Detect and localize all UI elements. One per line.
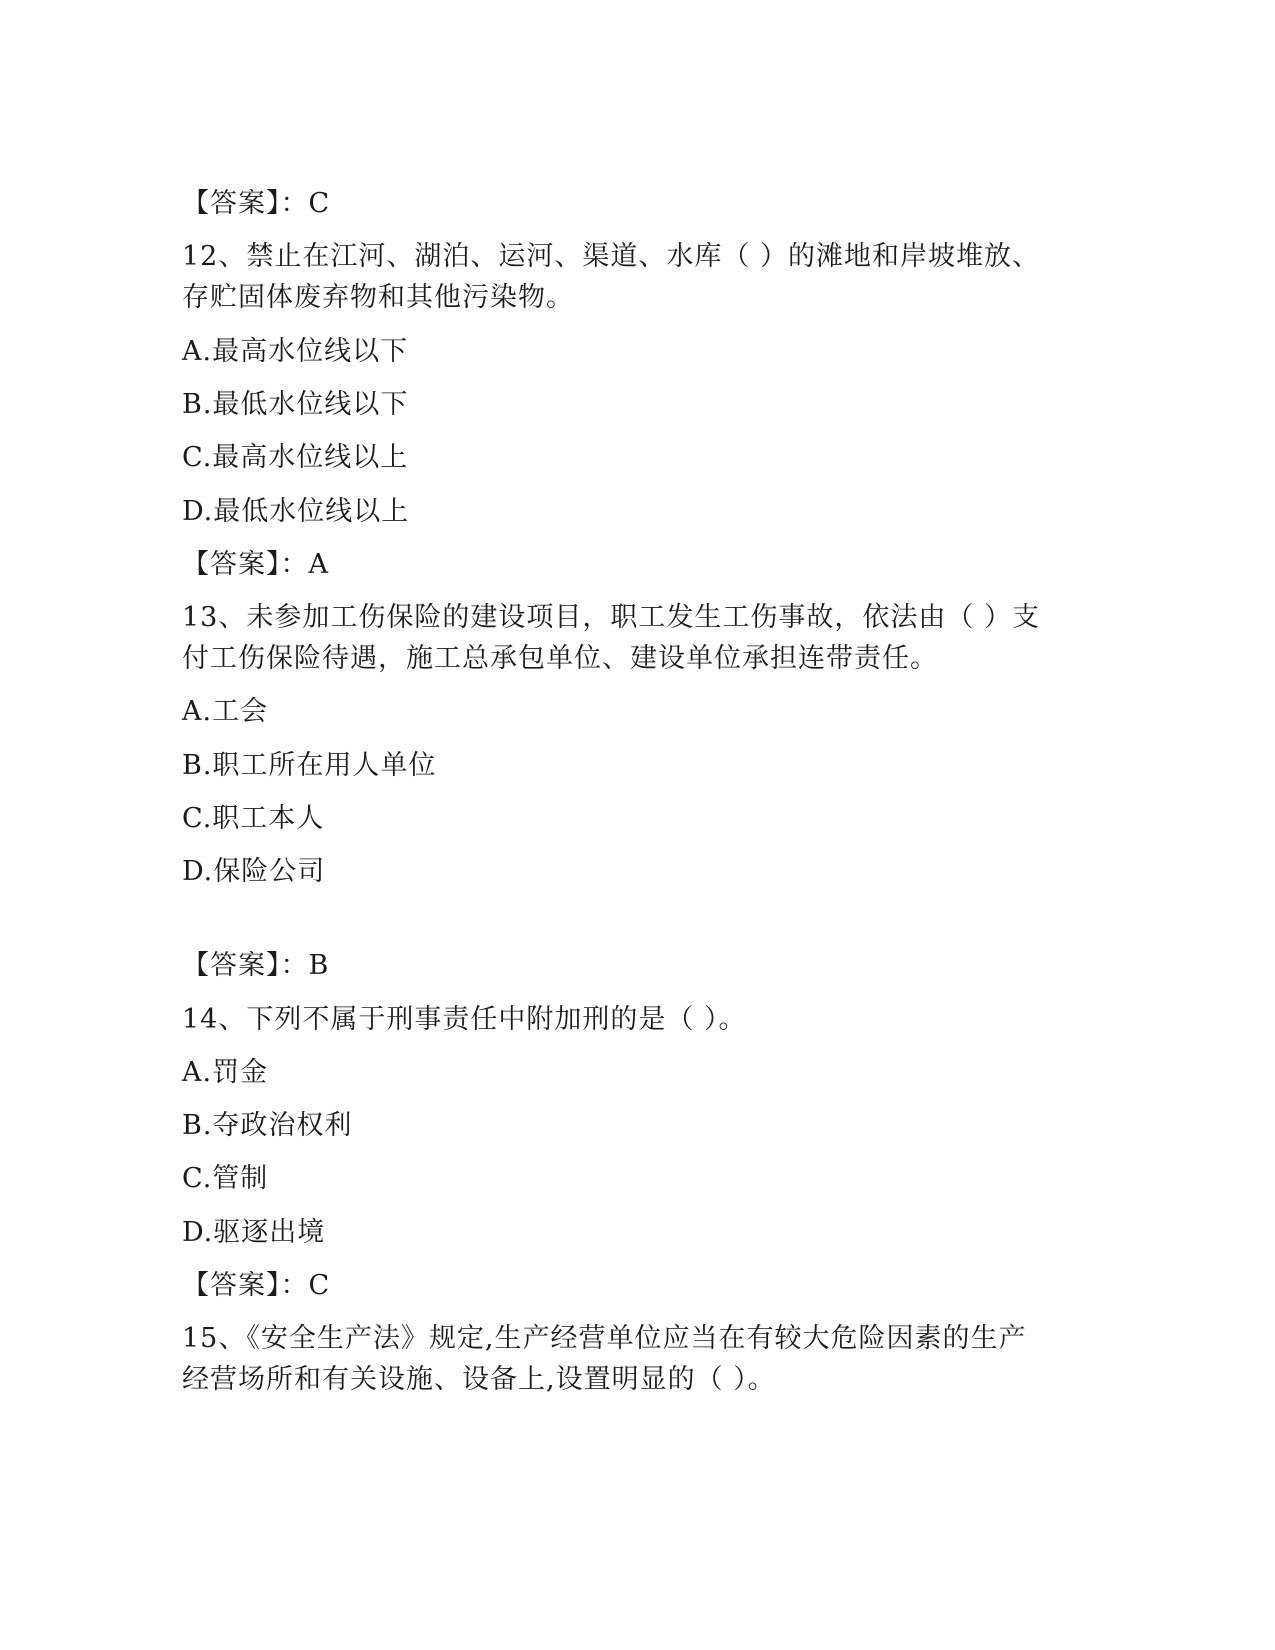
question-13-line-2: 付工伤保险待遇，施工总承包单位、建设单位承担连带责任。 — [182, 643, 938, 674]
answer-line: 【答案】：C — [182, 1270, 331, 1301]
option-line: C.最高水位线以上 — [182, 442, 409, 473]
question-14-line-1: 14、下列不属于刑事责任中附加刑的是（ ）。 — [182, 1004, 747, 1035]
question-13-line-1: 13、未参加工伤保险的建设项目，职工发生工伤事故，依法由（ ）支 — [182, 602, 1040, 633]
option-line: D.驱逐出境 — [182, 1217, 326, 1248]
option-line: A.最高水位线以下 — [182, 336, 409, 367]
answer-line: 【答案】：B — [182, 950, 330, 981]
option-line: C.职工本人 — [182, 803, 325, 834]
option-line: B.职工所在用人单位 — [182, 750, 437, 781]
option-line: C.管制 — [182, 1163, 269, 1194]
question-15-line-1: 15、《安全生产法》规定,生产经营单位应当在有较大危险因素的生产 — [182, 1323, 1027, 1354]
option-line: B.最低水位线以下 — [182, 389, 409, 420]
answer-line: 【答案】：A — [182, 549, 329, 580]
question-12-line-2: 存贮固体废弃物和其他污染物。 — [182, 282, 574, 313]
option-line: D.最低水位线以上 — [182, 496, 410, 527]
answer-line: 【答案】：C — [182, 188, 331, 219]
question-12-line-1: 12、禁止在江河、湖泊、运河、渠道、水库（ ）的滩地和岸坡堆放、 — [182, 241, 1040, 272]
option-line: A.罚金 — [182, 1057, 269, 1088]
option-line: B.夺政治权利 — [182, 1110, 353, 1141]
option-line: D.保险公司 — [182, 856, 326, 887]
option-line: A.工会 — [182, 696, 269, 727]
question-15-line-2: 经营场所和有关设施、设备上,设置明显的（ ）。 — [182, 1364, 776, 1395]
